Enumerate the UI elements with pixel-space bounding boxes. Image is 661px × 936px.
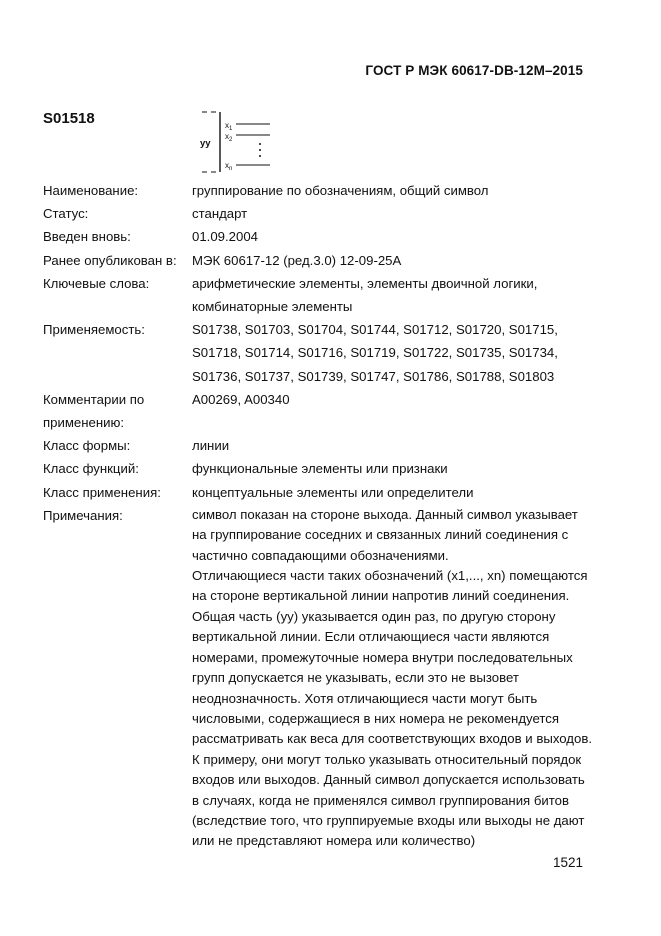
field-label: Наименование:	[43, 183, 139, 198]
field-application-class	[43, 481, 603, 504]
field-label: Класс формы:	[43, 438, 131, 454]
symbol-ellipsis-dot	[259, 143, 261, 145]
symbol-input-x1: $x_1$	[225, 121, 233, 132]
field-label: Примечания:	[43, 507, 123, 523]
field-value: линии	[192, 438, 230, 454]
symbol-code: S01518	[43, 110, 95, 127]
entry-fields	[43, 179, 603, 852]
field-name	[43, 179, 603, 202]
page-number: 1521	[552, 855, 583, 870]
symbol-ellipsis-dot	[259, 155, 261, 157]
symbol-input-xn: $x_n$	[225, 161, 233, 172]
field-label: Комментарии по применению:	[43, 391, 145, 431]
field-label: Ранее опубликован в:	[43, 252, 177, 268]
field-label: Класс функций:	[43, 461, 139, 477]
field-label: Класс применения:	[43, 484, 161, 500]
symbol-common-label: yy	[200, 138, 211, 149]
symbol-input-x2: $x_2$	[225, 132, 233, 143]
field-application-comments	[43, 388, 603, 434]
field-value: концептуальные элементы или определители	[192, 484, 474, 500]
field-notes	[43, 504, 603, 852]
field-label: Введен вновь:	[43, 229, 131, 245]
field-introduced	[43, 225, 603, 248]
symbol-ellipsis-dot	[259, 149, 261, 151]
field-form-class	[43, 434, 603, 457]
field-previously-published	[43, 249, 603, 272]
field-status	[43, 202, 603, 225]
field-applicability	[43, 318, 603, 388]
field-label: Статус:	[43, 206, 89, 222]
field-function-class	[43, 457, 603, 480]
field-label: Ключевые слова:	[43, 275, 150, 291]
field-value: функциональные элементы или признаки	[192, 461, 448, 477]
field-keywords	[43, 272, 603, 318]
field-value: стандарт	[192, 206, 248, 222]
grouping-symbol-figure	[196, 106, 276, 178]
field-value: символ показан на стороне выхода. Данный символ указывает на группирование соседних и связанных линий соединения с частично совпадающими обозначениями. Отличающиеся части таких обозначений (x1,..., xn) помещаются на стороне вертикальной линии напротив линий соединения. Общая часть (yy) указывается один раз, по другую сторону вертикальной линии. Если отличающиеся части являются номерами, промежуточные номера внутри последовательных групп допускается не указывать, если это не вызовет неоднозначность. Хотя отличающиеся части могут быть числовыми, содержащиеся в них номера не рекомендуется рассматривать как веса для соответствующих входов и выходов. К примеру, они могут только указывать относительный порядок входов или выходов. Данный символ допускается использовать в случаях, когда не применялся символ группирования битов (вследствие того, что группируемые входы или выходы не дают или не представляют номера или количество)	[192, 506, 593, 849]
field-value: группирование по обозначениям, общий символ	[192, 183, 489, 198]
document-header: ГОСТ Р МЭК 60617-DB-12M–2015	[365, 63, 583, 78]
field-value: МЭК 60617-12 (ред.3.0) 12-09-25A	[192, 252, 402, 268]
field-value: S01738, S01703, S01704, S01744, S01712, S01720, S01715, S01718, S01714, S01716, S01719, S01722, S01735, S01734, S01736, S01737, S01739, S01747, S01786, S01788, S01803	[192, 322, 558, 384]
field-label: Применяемость:	[43, 322, 145, 338]
field-value: 01.09.2004	[192, 229, 259, 245]
field-value: арифметические элементы, элементы двоичной логики, комбинаторные элементы	[192, 275, 538, 315]
field-value: A00269, A00340	[192, 391, 290, 407]
